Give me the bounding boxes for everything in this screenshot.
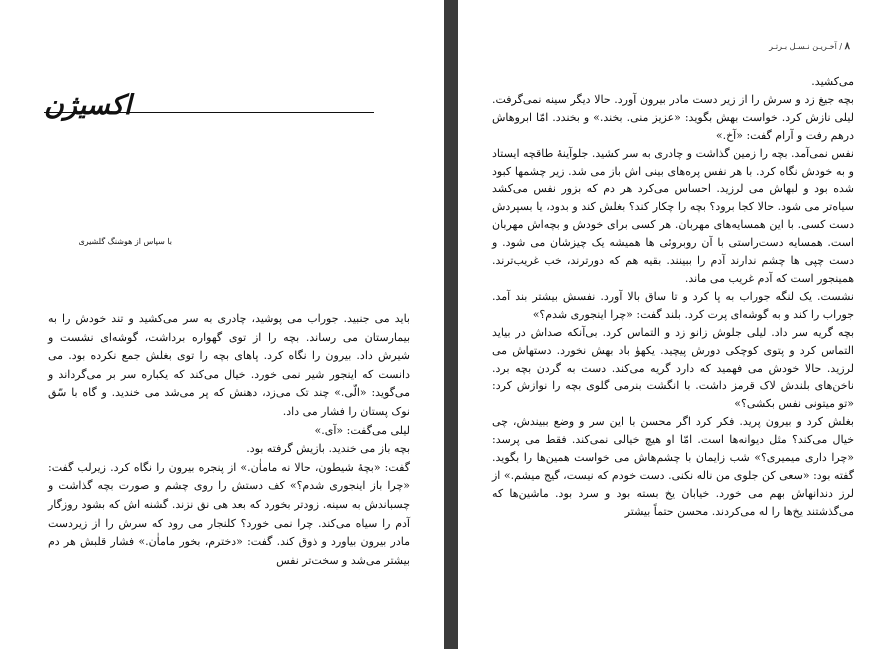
story-title: اکسیژن [44, 90, 132, 121]
left-body-text [48, 310, 410, 570]
book-gutter [444, 0, 458, 649]
paragraph: بچه جیغ زد و سرش را از زیر دست مادر بیرون آورد. حالا دیگر سینه نمی‌گرفت. لیلی نازش کرد. خواست بهش بگوید: «عزیز منی. بخند.» و بخندد. امّا ابروهاش درهم رفت و آرام گفت: «آخ.» [492, 92, 854, 142]
paragraph: نشست. یک لنگه جوراب به پا کرد و تا ساق بالا آورد. نفسش بیشتر بند آمد. جوراب را کند و به گوشه‌ای پرت کرد. بلند گفت: «چرا اینجوری شدم؟» [492, 289, 854, 321]
paragraph: باید می جنبید. جوراب می پوشید، چادری به سر می‌کشید و تند خودش را به بیمارستان می رساند. بچه را از توی گهواره برداشت، گوشه‌ای نشست و شیرش داد. بیرون را نگاه کرد. پاهای بچه را توی بغلش جمع نکرده بود. می دانست که اینجور شیر نمی خورد. خیال می‌کند که یکباره سر بر می‌گرداند و می‌گوید: «الّی.» چند تک می‌زد، دهنش که پر می‌شد می خندید. و گاه با سّق نوک پستان را فشار می داد. [48, 312, 410, 418]
paragraph: لیلی می‌گفت: «آی.» [314, 423, 410, 437]
page-number: ۸ [844, 41, 850, 52]
running-title: / آخـریـن نـسـل بـرتـر [769, 42, 843, 51]
paragraph: بچه گریه سر داد. لیلی جلوش زانو زد و التماس کرد. بی‌آنکه صداش در بیاید التماس کرد و پتوی کوچکی دورش پیچید. یکهوٰ باد بهش نخورد. دستهاش می لرزید. حالا خودش می فهمید که دارد گریه می‌کند. دست به گردن بچه برد. ناخن‌های بلندش لاک قرمز داشت. با انگشت بنرمی گلوی بچه را نوازش کرد: «تو میتونی نفس بکشی؟» [492, 325, 854, 411]
paragraph: نفس نمی‌آمد. بچه را زمین گذاشت و چادری به سر کشید. جلوآینهٔ طاقچه ایستاد و به خودش نگاه کرد. با هر نفس پره‌های بینی اش باز می شد. زیر چشمها کبود شده بود و لبهاش می لرزید. احساس می‌کرد هر دم که بزور نفس می‌کشد سیاه‌تر می شود. حالا کجا برود؟ بچه را چکار کند؟ بغلش کند و بدود، یا بسپردش دست کسی. با این همسایه‌های مهربان. هر کسی برای خودش و بچه‌اش مهربان است. همسایه دست‌راستی با آن روبروئی ها همیشه یک چیزشان می شود. و دست چپی ها چشم ندارند آدم را ببینند. بقیه هم که دورترند، خب غریب‌ترند. همینجور است که آدم غریب می ماند. [492, 146, 854, 285]
paragraph: بچه باز می خندید. بازیش گرفته بود. [246, 442, 410, 456]
title-rule [44, 112, 374, 113]
acknowledgement-line: با سپاس از هوشنگ گلشیری [78, 237, 172, 246]
paragraph: می‌کشید. [811, 75, 854, 88]
running-header [735, 40, 850, 54]
paragraph: بغلش کرد و بیرون پرید. فکر کرد اگر محسن با این سر و وضع ببیندش، چی خیال می‌کند؟ مثل دیوانه‌ها است. امّا او هیچ خیالی نمی‌کند. فقط می پرسد: «چرا داری میمیری؟» شب زایمان با چشم‌هاش می خواست همین‌ها را بگوید. گفته بود: «سعی کن جلوی من ناله نکنی. دست خودم که نیست، گیج میشم.» از لرز دندانهاش بهم می خورد. خیابان یخ بسته بود و سرد بود. ماشین‌ها که می‌گذشتند یخ‌ها را له می‌کردند. محسن حتماً بیشتر [492, 415, 854, 518]
paragraph: گفت: «بچهٔ شیطون، حالا نه ماماٰن.» از پنجره بیرون را نگاه کرد. زیرلب گفت: «چرا باز اینجوری شدم؟» کف دستش را روی چشم و صورت بچه گذاشت و چسباندش به سینه. زودتر بخورد که بعد هی نق نزند. گشنه اش که بشود روزگار آدم را سیاه می‌کند. چرا نمی خورد؟ کلنجار می رود که سرش را از زیردست مادر بیرون بیاورد و ذوق کند. گفت: «دخترم، بخور ماماٰن.» فشار قلبش هر دم بیشتر می‌شد و سخت‌تر نفس [48, 460, 410, 567]
right-body-text [492, 73, 854, 521]
